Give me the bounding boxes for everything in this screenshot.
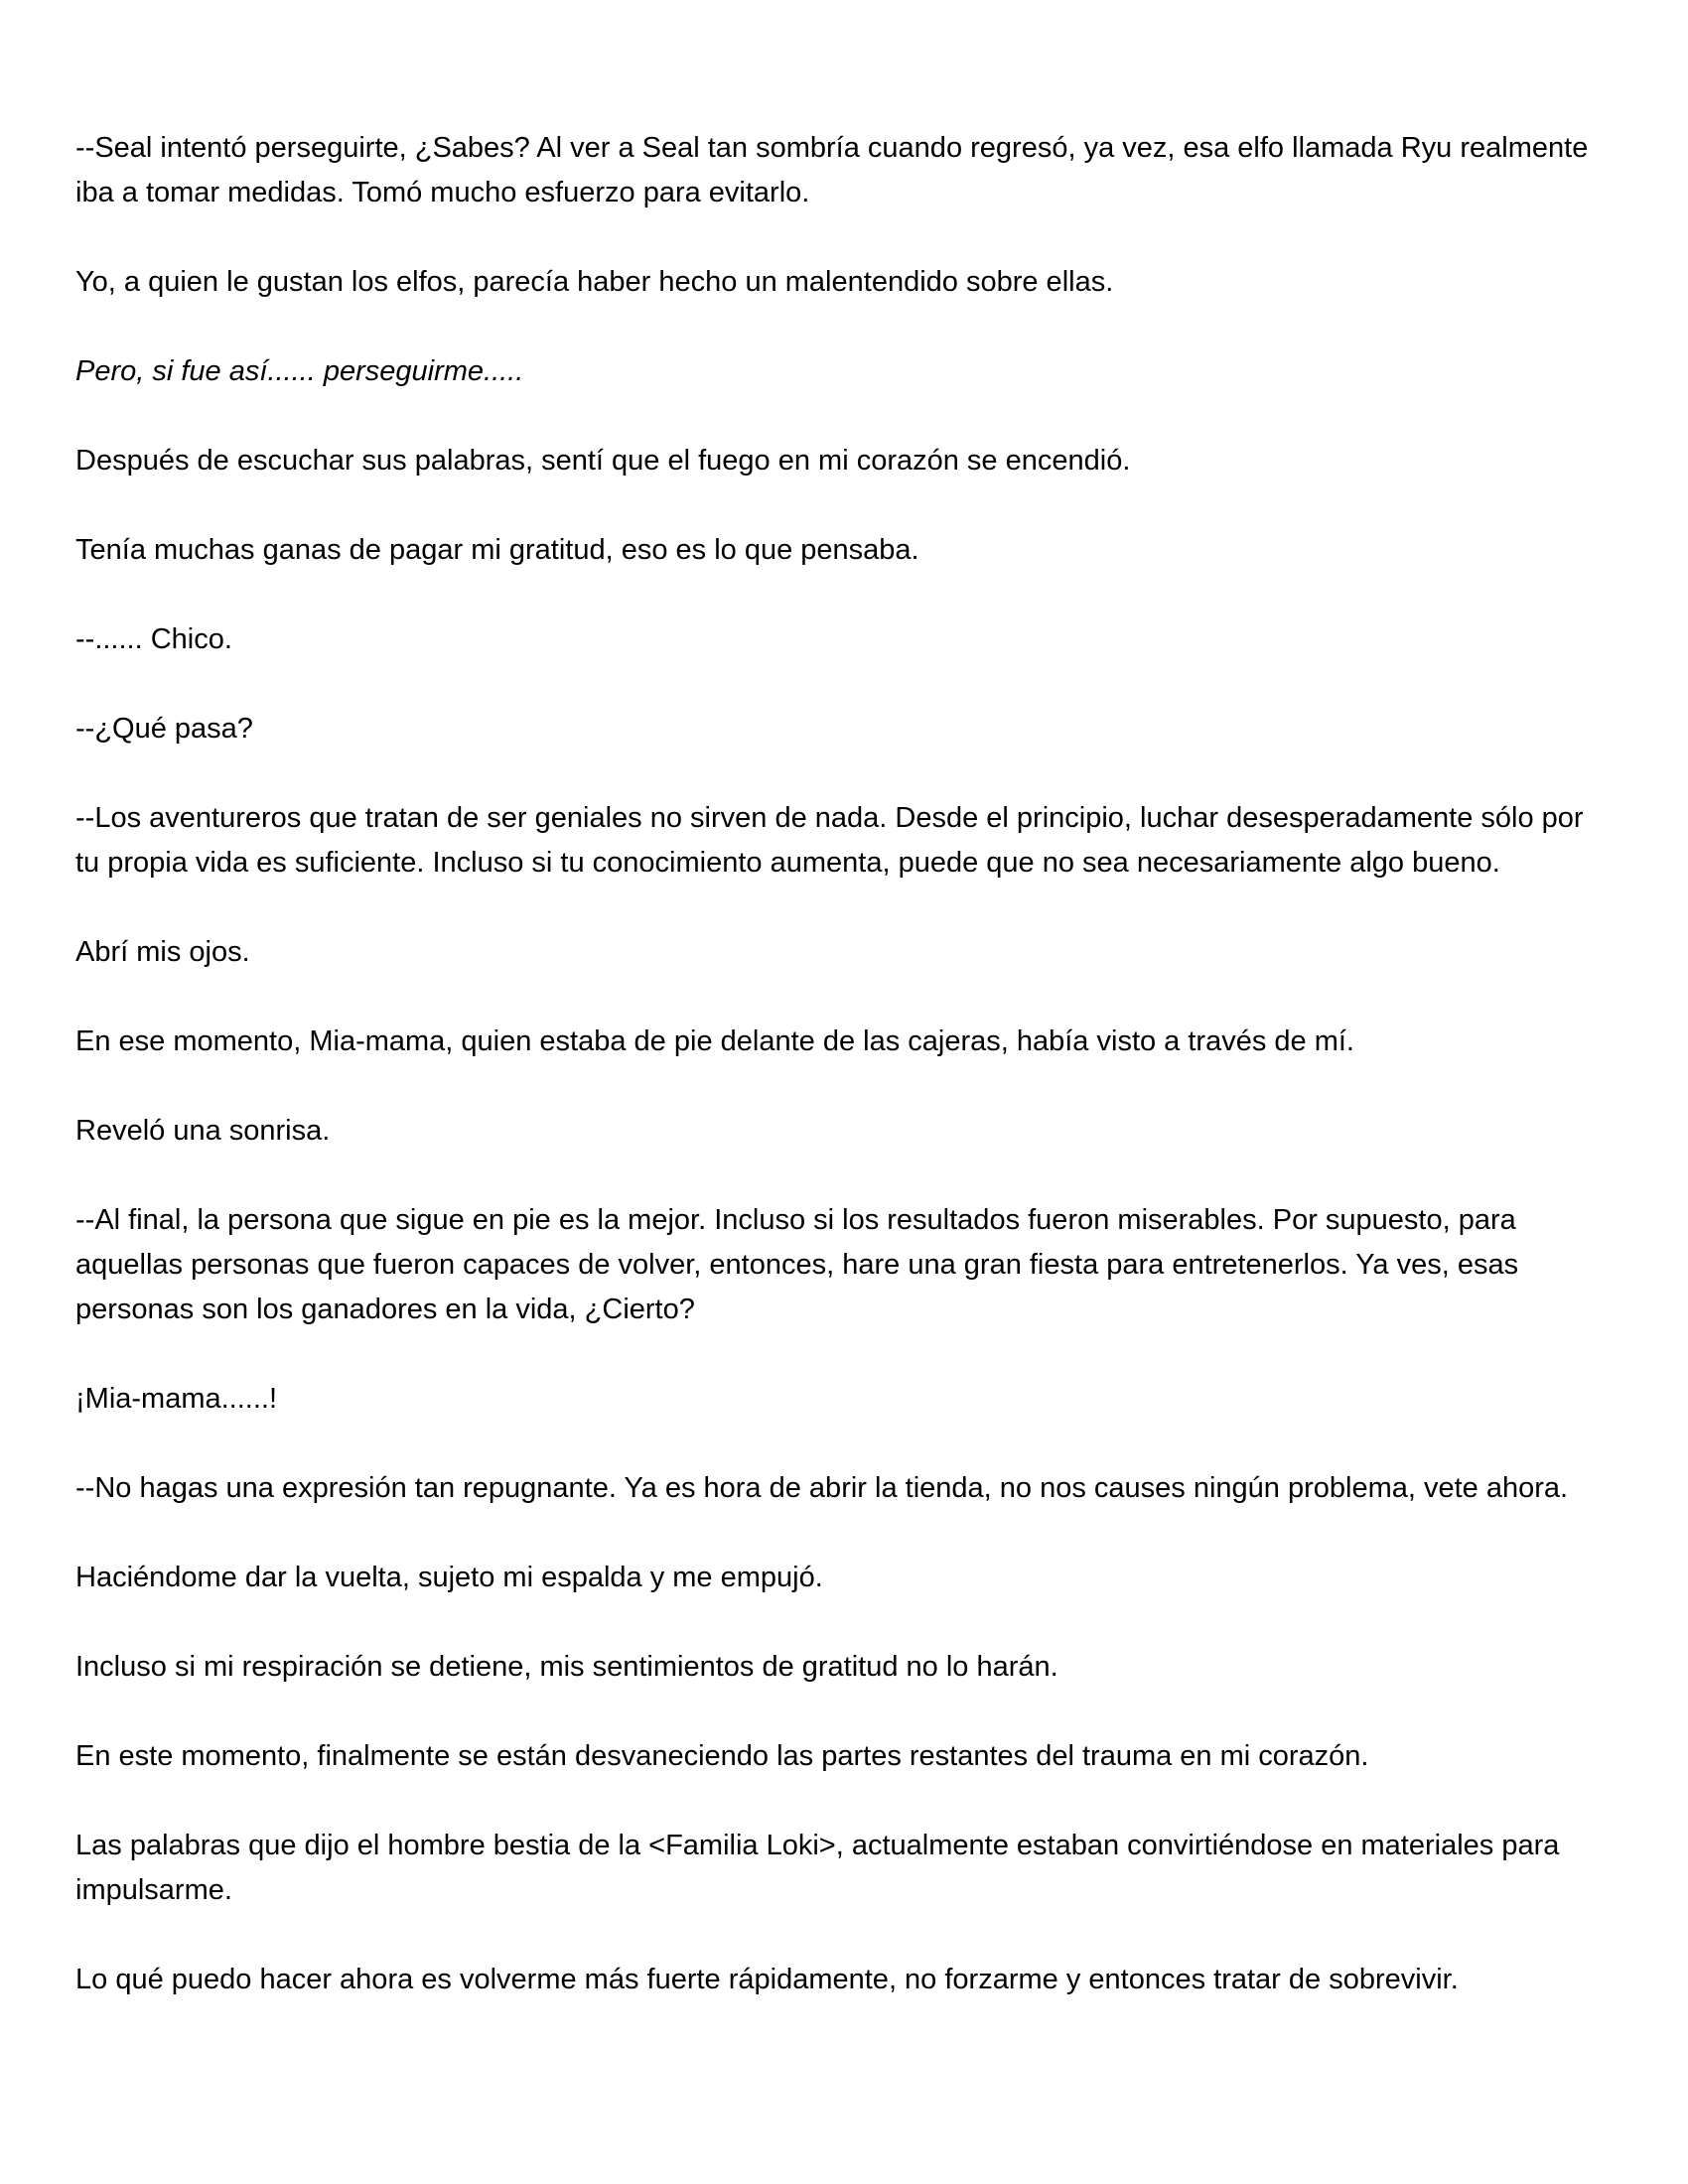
- paragraph: Incluso si mi respiración se detiene, mis sentimientos de gratitud no lo harán.: [75, 1651, 1058, 1683]
- paragraph: --¿Qué pasa?: [75, 713, 253, 745]
- paragraph: Haciéndome dar la vuelta, sujeto mi espalda y me empujó.: [75, 1562, 823, 1593]
- paragraph: Yo, a quien le gustan los elfos, parecía haber hecho un malentendido sobre ellas.: [75, 266, 1114, 298]
- paragraph: Después de escuchar sus palabras, sentí que el fuego en mi corazón se encendió.: [75, 445, 1131, 477]
- paragraph: --Los aventureros que tratan de ser geniales no sirven de nada. Desde el principio, luchar desesperadamente sólo por tu propia vida es suficiente. Incluso si tu conocimiento aumenta, puede que no sea necesariamente algo bueno.: [75, 802, 1592, 879]
- paragraph: Abrí mis ojos.: [75, 936, 250, 968]
- paragraph: --No hagas una expresión tan repugnante. Ya es hora de abrir la tienda, no nos causes ningún problema, vete ahora.: [75, 1472, 1569, 1504]
- paragraph: --Al final, la persona que sigue en pie es la mejor. Incluso si los resultados fueron miserables. Por supuesto, para aquellas personas que fueron capaces de volver, entonces, hare una gran fiesta para entretenerlos. Ya ves, esas personas son los ganadores en la vida, ¿Cierto?: [75, 1204, 1527, 1325]
- paragraph: Las palabras que dijo el hombre bestia de la <Familia Loki>, actualmente estaban convirtiéndose en materiales para impulsarme.: [75, 1830, 1568, 1906]
- paragraph: En este momento, finalmente se están desvaneciendo las partes restantes del trauma en mi corazón.: [75, 1740, 1369, 1772]
- paragraph: Pero, si fue así...... perseguirme.....: [75, 355, 524, 387]
- document-text-body: [75, 126, 1613, 2002]
- paragraph: --...... Chico.: [75, 623, 232, 655]
- paragraph: --Seal intentó perseguirte, ¿Sabes? Al ver a Seal tan sombría cuando regresó, ya vez, esa elfo llamada Ryu realmente iba a tomar medidas. Tomó mucho esfuerzo para evitarlo.: [75, 132, 1597, 208]
- paragraph: ¡Mia-mama......!: [75, 1383, 278, 1415]
- paragraph: Lo qué puedo hacer ahora es volverme más fuerte rápidamente, no forzarme y entonces tratar de sobrevivir.: [75, 1964, 1459, 1995]
- paragraph: En ese momento, Mia-mama, quien estaba de pie delante de las cajeras, había visto a través de mí.: [75, 1025, 1354, 1057]
- paragraph: Tenía muchas ganas de pagar mi gratitud, eso es lo que pensaba.: [75, 534, 919, 566]
- paragraph: Reveló una sonrisa.: [75, 1115, 331, 1147]
